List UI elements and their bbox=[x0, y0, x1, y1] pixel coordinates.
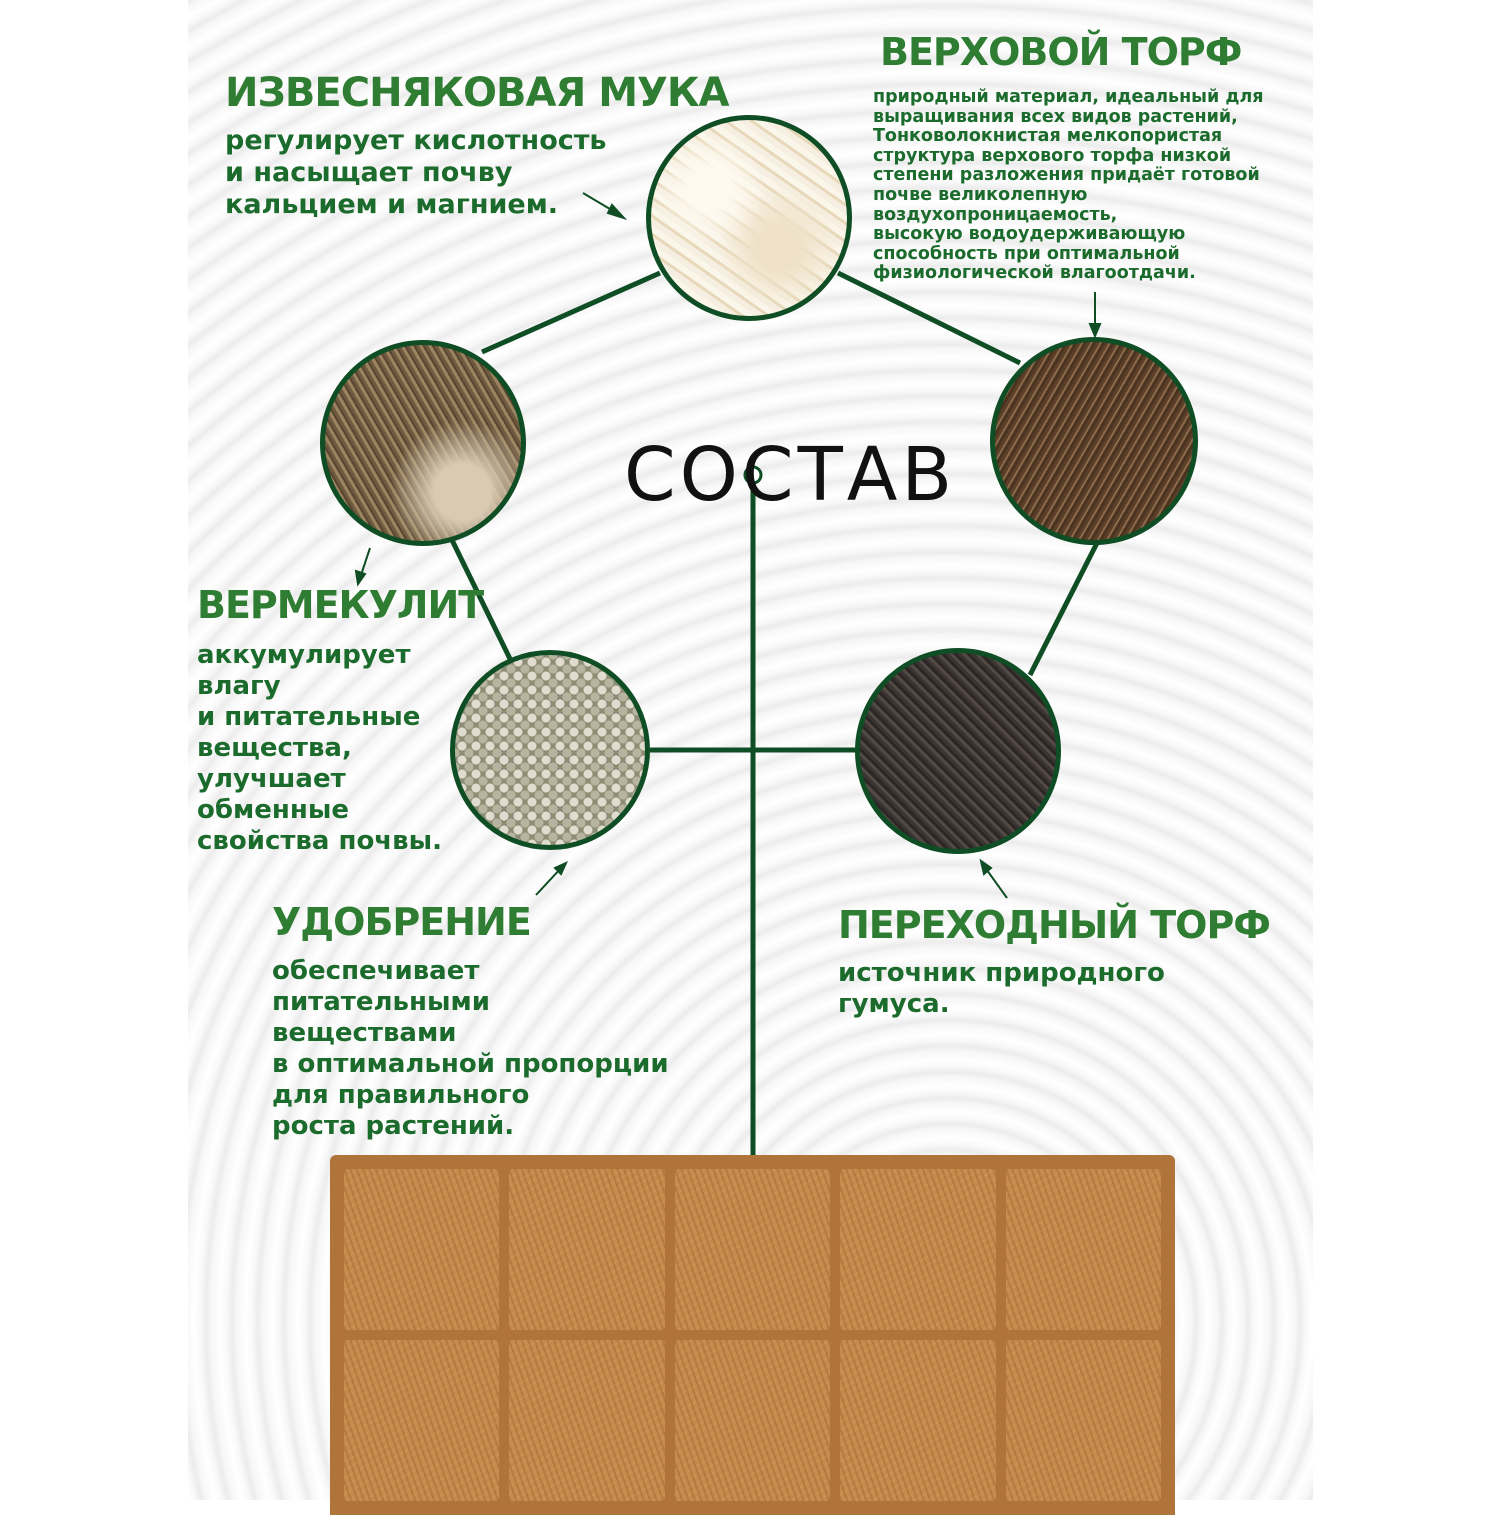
limestone-flour-photo bbox=[646, 115, 852, 321]
high-peat-photo bbox=[990, 337, 1198, 545]
fertilizer-heading: УДОБРЕНИЕ bbox=[272, 900, 531, 944]
high-peat-description: природный материал, идеальный для выращивания всех видов растений, Тонковолокнистая мелкопористая структура верхового торфа низкой степени разложения придаёт готовой почве великолепную воздухопроницаемость, высокую водоудерживающую способность при оптимальной физиологической влагоотдачи. bbox=[873, 87, 1264, 284]
transition-peat-heading: ПЕРЕХОДНЫЙ ТОРФ bbox=[838, 903, 1270, 947]
peat-cell bbox=[344, 1169, 499, 1330]
peat-cell bbox=[509, 1169, 664, 1330]
lime-description: регулирует кислотность и насыщает почву кальцием и магнием. bbox=[225, 125, 607, 220]
peat-cell bbox=[675, 1169, 830, 1330]
vermiculite-heading: ВЕРМЕКУЛИТ bbox=[197, 583, 484, 627]
composition-title: СОСТАВ bbox=[624, 432, 957, 518]
high-peat-heading: ВЕРХОВОЙ ТОРФ bbox=[880, 30, 1242, 74]
vermiculite-description: аккумулирует влагу и питательные вещества, улучшает обменные свойства почвы. bbox=[197, 640, 442, 856]
transition-peat-photo bbox=[855, 648, 1061, 854]
peat-cell bbox=[675, 1340, 830, 1501]
peat-cell bbox=[840, 1169, 995, 1330]
peat-cell bbox=[509, 1340, 664, 1501]
peat-cell bbox=[344, 1340, 499, 1501]
peat-cell bbox=[840, 1340, 995, 1501]
peat-tablet-block-photo bbox=[330, 1155, 1175, 1515]
fertilizer-description: обеспечивает питательными веществами в оптимальной пропорции для правильного роста растений. bbox=[272, 956, 669, 1141]
peat-cell bbox=[1006, 1340, 1161, 1501]
vermiculite-photo bbox=[450, 650, 650, 850]
lime-heading: ИЗВЕСНЯКОВАЯ МУКА bbox=[225, 70, 729, 116]
peat-cell bbox=[1006, 1169, 1161, 1330]
brown-substrate-photo bbox=[320, 340, 526, 546]
transition-peat-description: источник природного гумуса. bbox=[838, 958, 1165, 1019]
